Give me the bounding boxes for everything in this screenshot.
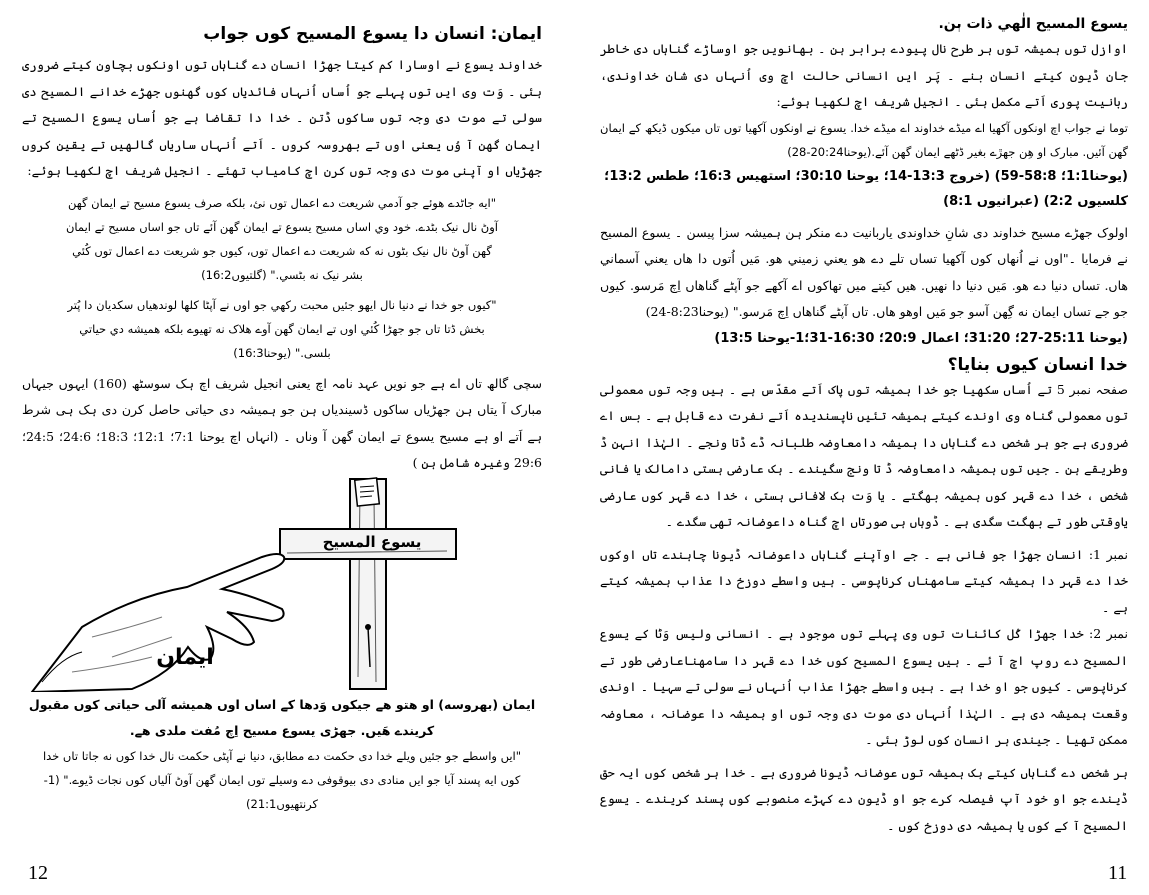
choice-paragraph: ہر شخص دے گناہاں کیتے ہک ہمیشہ توں عوضانہ ڈیونا ضروری ہے ۔ خدا ہر شخص کوں ایہ حق ڈیندے جو او خود آپ فیصلہ کرے جو او ڈیون دے کہڑے منصوبے کوں پسند کریندے ۔ یسوع المسیح آ کے کوں یا ہمیشہ دی دوزخ کوں ۔	[600, 764, 1128, 833]
left-page-heading: ايمان: انسان دا يسوع المسيح کوں جواب	[203, 24, 542, 44]
why-god-became-man-heading: خدا انسان کيوں بنايا؟	[947, 354, 1128, 375]
point-one: نمبر 1: انسان جھڑا جو فانی ہے ۔ جے اوآپنے گناہاں داعوضانہ ڈیونا چاہندے تاں اوکوں خدا دے قہر دا ہمیشہ کیتے سامھناں کرناپوسی ۔ ہیں واسطے دوزخ دا عذاب ہمیشہ کیتے ہے ۔	[600, 546, 1128, 615]
right-page	[600, 0, 1128, 895]
page-number-right: 11	[1108, 862, 1128, 884]
john-3-16-quote: "کيوں جو خدا نے دنيا نال ايهو جئيں محبت رکهي جو اوں نے آپڻا کلها لوندهياں سکديان دا پُتر بخش ڈتا تاں جو جهڑا کُئي اوں تے ايمان گهن آوے هلاک نه تهيوے بلکه هميشه دي حياتي بلسی." (يوحنا16:3)	[67, 297, 497, 360]
deniers-references: (يوحنا 25:11-27؛ 31:20؛ اعمال 20:9؛ 16:30-31؛1-يوحنا 13:5)	[714, 330, 1128, 346]
divinity-paragraph: اوازل توں ہمیشہ توں ہر طرح نال پیودے برابر ہن ۔ بھانویں جو اوساڑے گناہاں دی خاطر جان ڈیون کیتے انسان بنے ۔ پَر ایں انسانی حالت اچ وی اُنہاں دی شانِ خداوندی، ربانیت پوری اَتے مکمل ہئی ۔ انجیل شریف اچ لکھیا ہوئے:	[600, 41, 1128, 109]
left-intro-paragraph: خداوند یسوع نے اوسارا کم کیتا جھڑا انسان دے گناہاں توں اونکوں بچاون کیتے ضروری ہئی ۔ وَت وی ایں توں پہلے جو اُساں اُنہاں فائدیاں کوں گھنوں جھڑے خدانے المسیح دی سولی تے موت دی وجہ توں ساکوں ڈتن ۔ خدا دا تقاضا ہے جو اُساں یسوع المسیح تے ایمان گھن آ وُں یعنی اوں تے بھروسہ کروں ۔ اَتے اُنہاں ساریاں گالھیں تے یقین کروں جھڑیاں او آپنی موت دی وجہ توں کرن اچ کامیاب تھئے ۔ انجیل شریف اچ لکھیا ہوئے:	[22, 57, 542, 178]
right-page-heading: يسوع المسيح الٰهي ذات ٻن.	[938, 16, 1128, 32]
deniers-paragraph: اولوک جھڑے مسیح خداوند دی شانِ خداوندی یاربانیت دے منکر ہن ہمیشہ سزا پیسن ۔ یسوع المسیح نے فرمایا ۔"اوں نے اُنهاں کوں آکهيا تساں تلے دے هو يعني زميني هو. مَيں اُتوں دا هاں يعني آسماني هاں. تساں دنيا دے هو. مَيں دنيا دا نهيں. هيں کيتے ميں تهاکوں اے آکهے جو آپڻے گناهاں اِچ مَرسو. کيوں جو جے تساں ايمان نه گِهن آسو جو مَيں اوهو هاں. تاں آپڻے گناهاں اِچ مَرسو." (يوحنا8:23-24)	[600, 224, 1128, 319]
iman-hand-label: ايمان	[156, 644, 214, 670]
point-two: نمبر 2: خدا جھڑا کُل کائنات توں وی پہلے توں موجود ہے ۔ انسانی ولیس وَٹا کے یسوع المسیح دے روپ اچ آ ئے ۔ ہیں یسوع المسیح کوں خدا دے قہر دا سامھناعارضی طور تے کرناپوسی ۔ کیوں جو او خدا ہے ۔ ہیں واسطے جھڑا عذاب اُنہاں نے سولی تے سہیا ۔ اوندی وقعت ہمیشہ دی ہے ۔ الہٰذا اُنہاں دی موت دی وجہ توں او ہمیشہ دا عوضانہ ، معاوضہ ممکن تھیا ۔ جیندی ہر انسان کوں لوڑ ہئی ۔	[600, 626, 1128, 747]
cross-sign-text: يسوع المسيح	[322, 532, 422, 551]
cross-illustration	[22, 477, 542, 692]
galatians-quote: "ايه جاڻدے هوئے جو آدمي شريعت دے اعمال توں نئ، بلکه صرف يسوع مسيح تے ايمان گهن آوڻ نال نيک بڻدے. خود وي اساں مسيح يسوع تے ايمان گهن آئے تاں جو اساں مسيح تے ايمان گهن آوڻ نال نيک بڻوں نه که شريعت دے اعمال توں، کيوں جو شريعت دے اعمال توں کُئي بشر نيک نه بڻسي." (گلتيوں16:2)	[65, 195, 499, 282]
holiness-paragraph: صفحہ نمبر 5 تے اُساں سکھیا جو خدا ہمیشہ توں پاک اَتے مقدّس ہے ۔ ہیں وجہ توں معمولی توں معمولی گناہ وی اوندے کیتے ہمیشہ تئیں ناپسندیدہ اَتے نفرت دے قابل ہے ۔ بس اے ضروری ہے جو ہر شخص دے گناہاں دا ہمیشہ دامعاوضہ طلبانہ ڈے ڈتا ونجے ۔ الہٰذا انہن ڈ وطریقے ہن ۔ جیں توں ہمیشہ دامعاوضہ ڈ تا ونج سگیندے ۔ ہک عارضی ہستی دامالک یا فانی شخص ، خدا دے قہر کوں ہمیشہ بھگتے ۔ یا وَت ہک لافانی ہستی ، خدا دے قہر کوں عارضی یاوقتی طور تے بھگت سگدی ہے ۔ ڈوہاں ہی صورتاں اچ گناہ داعوضانہ تھی سگدے ۔	[600, 381, 1128, 529]
corinthians-quote: "ايں واسطے جو جئيں ويلے خدا دی حکمت دے مطابق، دنيا نے آپڻی حکمت نال خدا کوں نه جاتا تاں خدا کوں ايه پسند آيا جو ايں منادی دی بيوقوفی دے وسيلے توں ايمان گهن آوڻ آلياں کوں نجات ڈيوے." (1-کرنتهيوں21:1)	[42, 748, 522, 811]
thomas-quote: توما نے جواب اچ اونکوں آکھيا اے ميڈے خداوند اے ميڈے خدا. يسوع نے اونکوں آکھيا توں تاں ميکوں ڈيکھ کے ايمان گھن آئيں. مبارک او هِن جهڙے بغير ڈٹهے ايمان گهن آئے.(يوحنا20:24-28)	[600, 120, 1128, 159]
left-page	[22, 0, 542, 895]
iman-definition: ايمان (بهروسه) او هتو هے جيکوں وَدها کے اساں اوں هميشه آلی حياتی کوں مقبول کريندے هَيں. جهڑی يسوع مسيح اِچ مُفت ملدی هے.	[28, 696, 536, 738]
page-number-left: 12	[28, 862, 48, 884]
divinity-references: (يوحنا1:1؛ 58:8-59) (خروج 13:3-14؛ يوحنا 30:10؛ استھيس 16:3؛ ططس 13:2؛ کلسيوں 2:2) (عبرانيوں 8:1)	[604, 168, 1128, 209]
hand-touching-cross-illustration	[22, 477, 542, 692]
left-verses-paragraph: سچی گالھ تاں اے ہے جو نویں عہد نامہ اچ یعنی انجیل شریف اچ ہک سوسٹھ (160) ایہوں جیہاں مبارک آ یتاں ہن جھڑیاں ساکوں ڈسیندیاں ہن جو ہمیشہ دی حیاتی حاصل کرن دی ہک ہی شرط ہے اَتے او ہے مسیح یسوع تے ایمان گھن آ وناں ۔ (انہاں اچ یوحنا 7:1؛ 12:1؛ 18:3؛ 24:6؛ 24:5؛ 29:6 وغیرہ شامل ہن )	[22, 375, 543, 470]
